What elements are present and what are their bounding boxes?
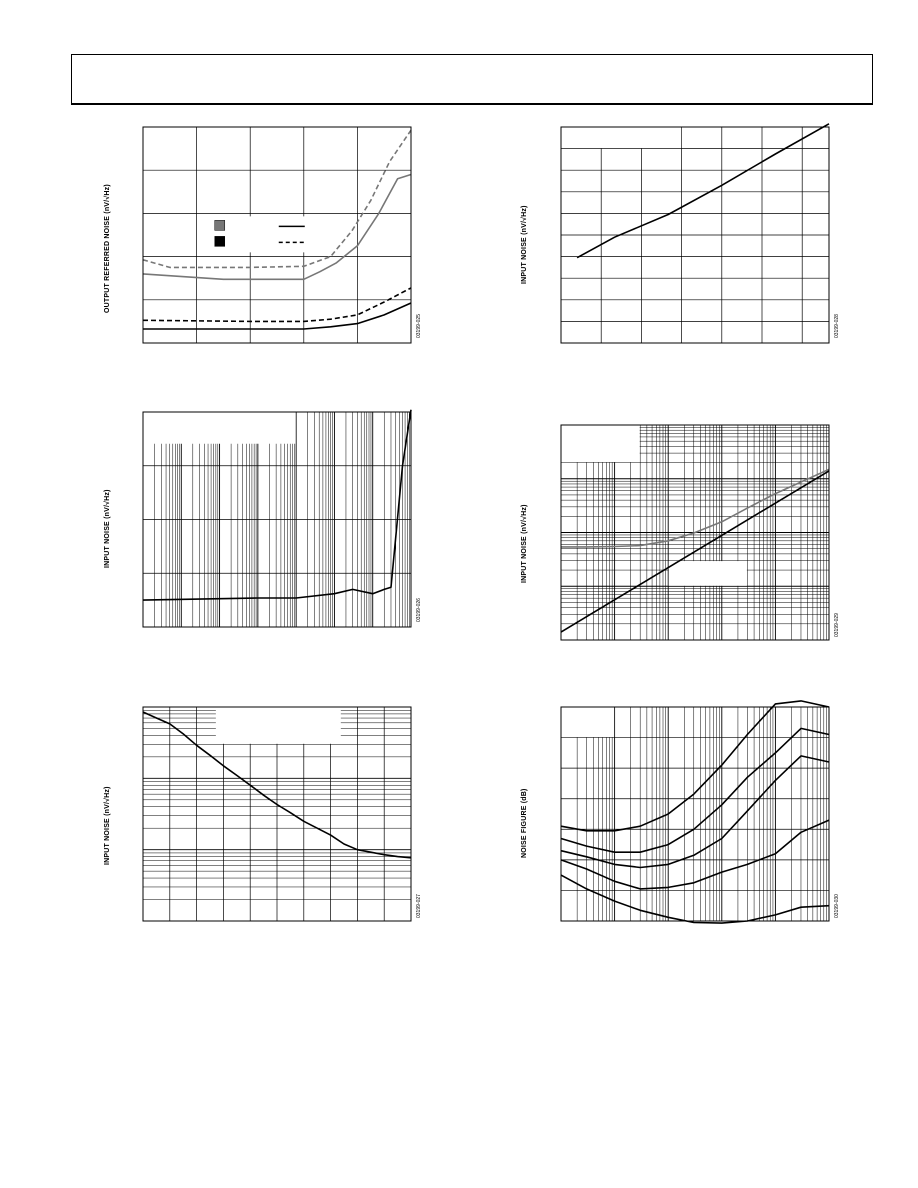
annotation-box bbox=[562, 708, 615, 738]
chart-plot-area bbox=[561, 707, 829, 921]
chart-noise-figure bbox=[561, 707, 829, 921]
y-axis-label: INPUT NOISE (nV/√Hz) bbox=[104, 489, 111, 568]
chart-input-noise-vs-frequency bbox=[143, 412, 411, 627]
figure-id: 03199-029 bbox=[834, 613, 840, 637]
series-line-4 bbox=[561, 728, 829, 852]
legend-swatch bbox=[215, 236, 225, 246]
annotation-box bbox=[216, 708, 341, 744]
y-axis-label: INPUT NOISE (nV/√Hz) bbox=[521, 205, 528, 284]
chart-plot-area bbox=[561, 127, 829, 343]
chart-plot-area bbox=[143, 412, 411, 627]
annotation-box bbox=[144, 413, 296, 444]
figure-id: 03199-028 bbox=[834, 314, 840, 338]
y-axis-label: INPUT NOISE (nV/√Hz) bbox=[521, 504, 528, 583]
annotation-box bbox=[669, 561, 747, 586]
chart-input-noise-log-y bbox=[143, 707, 411, 921]
chart-input-noise-linear bbox=[561, 127, 829, 343]
figure-id: 03199-027 bbox=[416, 894, 422, 918]
annotation-box bbox=[562, 426, 640, 463]
chart-plot-area bbox=[561, 425, 829, 640]
y-axis-label: INPUT NOISE (nV/√Hz) bbox=[104, 786, 111, 865]
figure-id: 03199-025 bbox=[416, 314, 422, 338]
series-line-3 bbox=[561, 756, 829, 868]
page-header bbox=[71, 54, 873, 105]
chart-output-referred-noise bbox=[143, 127, 411, 343]
chart-plot-area bbox=[143, 707, 411, 921]
annotation-box bbox=[562, 128, 682, 149]
figure-id: 03199-026 bbox=[416, 598, 422, 622]
legend-swatch bbox=[215, 220, 225, 230]
series-line-1 bbox=[561, 469, 829, 547]
y-axis-label: OUTPUT REFERRED NOISE (nV/√Hz) bbox=[104, 184, 111, 313]
chart-input-noise-loglog bbox=[561, 425, 829, 640]
figure-id: 03199-030 bbox=[834, 894, 840, 918]
chart-plot-area bbox=[143, 127, 411, 343]
series-line-4 bbox=[143, 288, 411, 322]
series-line-3 bbox=[143, 303, 411, 329]
y-axis-label: NOISE FIGURE (dB) bbox=[521, 788, 528, 858]
